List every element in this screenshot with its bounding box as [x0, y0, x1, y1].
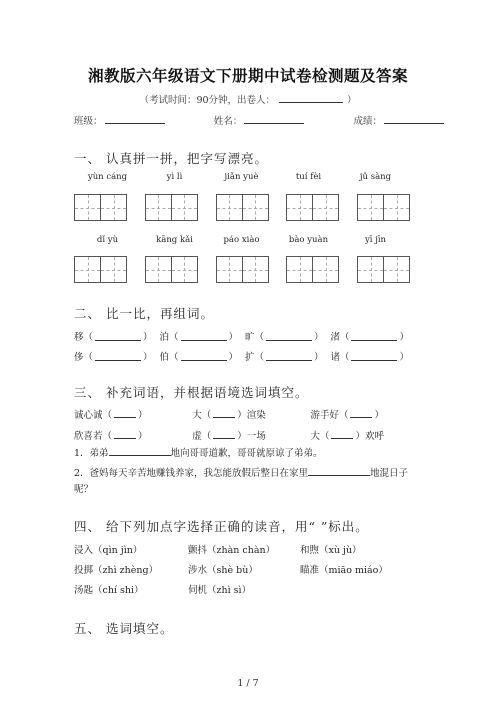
writing-box[interactable] — [286, 256, 313, 283]
writing-box-pair — [216, 256, 268, 283]
student-info — [74, 113, 444, 127]
writing-box[interactable] — [74, 256, 101, 283]
idiom-text: 欣喜若（ — [74, 431, 113, 442]
pinyin: tuí fèi — [295, 172, 322, 182]
idiom-text: ） — [138, 410, 148, 421]
idiom-text: 大（ — [310, 431, 330, 442]
writing-box[interactable] — [312, 194, 339, 221]
pinyin: jǔ sàng — [359, 172, 392, 182]
answer-blank[interactable] — [266, 351, 312, 361]
answer-blank[interactable] — [266, 331, 312, 341]
idiom-text: ）欢呼 — [355, 431, 384, 442]
page-title: 湘教版六年级语文下册期中试卷检测题及答案 — [87, 67, 408, 85]
writing-box-pair — [286, 194, 338, 221]
compare-item: 旷 （ ） — [245, 329, 324, 343]
section-1-heading: 一、 认真拼一拼，把字写漂亮。 — [74, 151, 268, 166]
writing-box-pair — [357, 256, 409, 283]
name-label: 姓名： — [213, 116, 243, 127]
pinyin: yì lì — [166, 172, 183, 182]
exam-info-suffix: ） — [347, 95, 357, 106]
class-blank[interactable] — [105, 115, 165, 124]
writing-box-pair — [286, 256, 338, 283]
idiom-text: 大（ — [192, 410, 212, 421]
pronunciation-item[interactable]: 瞄准（miāo miáo） — [300, 565, 388, 576]
compare-char: 移 — [74, 332, 84, 343]
compare-char: 泊 — [159, 332, 169, 343]
writing-box[interactable] — [312, 256, 339, 283]
class-label: 班级： — [74, 116, 103, 127]
pinyin: bào yuàn — [288, 235, 329, 245]
answer-blank[interactable] — [95, 351, 141, 361]
idiom-text: ） — [138, 431, 148, 442]
writing-box[interactable] — [216, 256, 243, 283]
pinyin: dǐ yù — [96, 235, 119, 245]
compare-char: 侈 — [74, 352, 84, 363]
pinyin-row-1 — [74, 172, 409, 182]
answer-blank[interactable] — [181, 331, 227, 341]
pronunciation-item[interactable]: 颤抖（zhàn chàn） — [188, 545, 276, 556]
name-field — [214, 113, 305, 127]
compare-item: 泊 （ ） — [159, 329, 238, 343]
pronunciation-item[interactable]: 伺机（zhì sì） — [188, 585, 252, 596]
writing-box-pair — [357, 194, 409, 221]
writing-box[interactable] — [357, 256, 384, 283]
compare-char: 伯 — [159, 352, 169, 363]
writing-box-pair — [145, 194, 197, 221]
idiom-blank[interactable] — [213, 429, 235, 439]
section-5-heading: 五、 选词填空。 — [74, 621, 174, 636]
idiom-text: ） — [374, 410, 384, 421]
writing-box[interactable] — [171, 194, 198, 221]
question-text: 地混日子 — [370, 468, 409, 479]
idiom-item — [192, 407, 266, 421]
compare-item: 移 （ ） — [74, 329, 153, 343]
idiom-blank[interactable] — [350, 408, 372, 418]
compare-item: 渚 （ ） — [330, 329, 409, 343]
writing-box-row-1 — [74, 194, 409, 221]
fill-blank[interactable] — [308, 466, 370, 476]
writing-box[interactable] — [74, 194, 101, 221]
pinyin: yī jīn — [364, 235, 387, 245]
idiom-row-2 — [74, 428, 384, 442]
writing-box[interactable] — [145, 256, 172, 283]
compare-row-1 — [74, 329, 409, 343]
idiom-blank[interactable] — [114, 429, 136, 439]
pronunciation-item[interactable]: 涉水（shè bù） — [188, 565, 258, 576]
writing-box[interactable] — [242, 256, 269, 283]
idiom-text: 诚心诚（ — [74, 410, 113, 421]
compare-item: 诸 （ ） — [330, 349, 409, 363]
pronunciation-row-1 — [74, 542, 404, 556]
answer-blank[interactable] — [351, 331, 397, 341]
writing-box-pair — [145, 256, 197, 283]
writing-box-row-2 — [74, 256, 409, 283]
idiom-text: ）一场 — [237, 431, 266, 442]
compare-char: 扩 — [244, 352, 255, 363]
writing-box[interactable] — [383, 194, 410, 221]
pronunciation-item[interactable]: 和煦（xù jù） — [300, 545, 362, 556]
idiom-item — [74, 428, 148, 442]
writing-box-pair — [74, 256, 126, 283]
score-blank[interactable] — [384, 115, 444, 124]
writing-box[interactable] — [100, 256, 127, 283]
writing-box-pair — [74, 194, 126, 221]
answer-blank[interactable] — [181, 351, 227, 361]
idiom-item — [74, 407, 148, 421]
answer-blank[interactable] — [351, 351, 397, 361]
idiom-blank[interactable] — [331, 429, 353, 439]
writing-box[interactable] — [357, 194, 384, 221]
pronunciation-row-3 — [74, 582, 404, 596]
pinyin: yùn cáng — [87, 172, 128, 182]
score-field — [353, 113, 444, 127]
fill-blank[interactable] — [109, 446, 171, 456]
score-label: 成绩： — [353, 116, 382, 127]
pinyin-row-2 — [74, 235, 409, 245]
compare-item: 侈 （ ） — [74, 349, 153, 363]
writing-box[interactable] — [286, 194, 313, 221]
question-text: 1．弟弟 — [74, 448, 109, 459]
compare-row-2 — [74, 349, 409, 363]
section-2-heading: 二、 比一比，再组词。 — [74, 306, 214, 321]
question-text: 地向哥哥道歉，哥哥就原谅了弟弟。 — [170, 448, 323, 459]
question-text: 呢？ — [74, 484, 94, 495]
pronunciation-row-2 — [74, 562, 404, 576]
pinyin: páo xiào — [223, 235, 260, 245]
compare-char: 渚 — [330, 332, 340, 343]
writing-box[interactable] — [383, 256, 410, 283]
name-blank[interactable] — [244, 115, 304, 124]
class-field — [74, 113, 165, 127]
idiom-text: 游手好（ — [310, 410, 349, 421]
exam-info-prefix: （考试时间：90分钟，出卷人： — [139, 95, 276, 106]
question-3-2 — [74, 466, 424, 498]
compare-char: 诸 — [330, 352, 340, 363]
idiom-item — [310, 407, 384, 421]
page-number: 1 / 7 — [237, 678, 259, 689]
section-4-heading: 四、 给下列加点字选择正确的读音，用“ ”标出。 — [74, 519, 369, 534]
idiom-text: 虚（ — [192, 431, 212, 442]
pinyin: kāng kǎi — [156, 235, 193, 245]
idiom-blank[interactable] — [114, 408, 136, 418]
writing-box[interactable] — [100, 194, 127, 221]
writing-box-pair — [216, 194, 268, 221]
idiom-text: ）渲染 — [237, 410, 266, 421]
writing-box[interactable] — [242, 194, 269, 221]
question-text: 2．爸妈每天辛苦地赚钱养家，我怎能放假后整日在家里 — [74, 468, 309, 479]
writing-box[interactable] — [216, 194, 243, 221]
section-3-heading: 三、 补充词语，并根据语境选词填空。 — [74, 385, 309, 400]
question-3-1 — [74, 446, 424, 462]
pinyin: jiǎn yuè — [224, 172, 259, 182]
compare-item: 扩 （ ） — [245, 349, 324, 363]
idiom-item — [310, 428, 384, 442]
answer-blank[interactable] — [95, 331, 141, 341]
pronunciation-item[interactable]: 汤匙（chí shi） — [74, 585, 144, 596]
idiom-row-1 — [74, 407, 384, 421]
author-blank[interactable] — [279, 94, 343, 103]
idiom-blank[interactable] — [213, 408, 235, 418]
pronunciation-item[interactable]: 浸入（qìn jìn） — [74, 545, 143, 556]
idiom-item — [192, 428, 266, 442]
compare-char: 旷 — [244, 332, 255, 343]
compare-item: 伯 （ ） — [159, 349, 238, 363]
pronunciation-item[interactable]: 投掷（zhì zhèng） — [74, 565, 159, 576]
writing-box[interactable] — [145, 194, 172, 221]
writing-box[interactable] — [171, 256, 198, 283]
exam-info — [0, 92, 496, 106]
